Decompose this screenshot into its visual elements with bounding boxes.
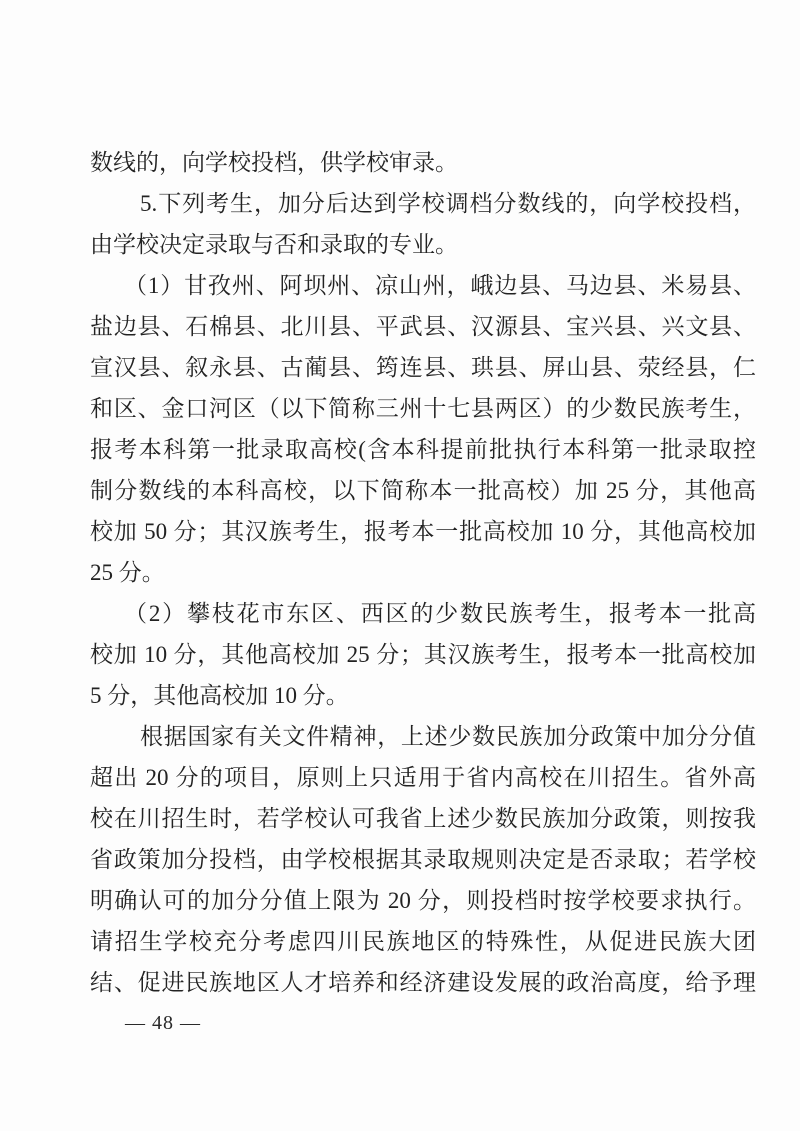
text-line: 报考本科第一批录取高校(含本科提前批执行本科第一批录取控 <box>90 437 756 462</box>
document-body <box>90 142 756 1003</box>
text-line: 校加 50 分；其汉族考生，报考本一批高校加 10 分，其他高校加 <box>90 519 756 544</box>
text-line: 超出 20 分的项目，原则上只适用于省内高校在川招生。省外高 <box>90 765 756 790</box>
text-line: 25 分。 <box>90 560 165 585</box>
text-line: 5.下列考生，加分后达到学校调档分数线的，向学校投档， <box>140 191 756 216</box>
text-line: 校在川招生时，若学校认可我省上述少数民族加分政策，则按我 <box>90 806 756 831</box>
text-line: 数线的，向学校投档，供学校审录。 <box>90 150 458 175</box>
text-line: 根据国家有关文件精神，上述少数民族加分政策中加分分值 <box>140 724 756 749</box>
text-line: 明确认可的加分分值上限为 20 分，则投档时按学校要求执行。 <box>90 888 756 913</box>
text-line: 和区、金口河区（以下简称三州十七县两区）的少数民族考生， <box>90 396 756 421</box>
text-line: 由学校决定录取与否和录取的专业。 <box>90 232 458 257</box>
text-line: 请招生学校充分考虑四川民族地区的特殊性，从促进民族大团 <box>90 929 756 954</box>
text-line: 制分数线的本科高校，以下简称本一批高校）加 25 分，其他高 <box>90 478 756 503</box>
page-number: — 48 — <box>125 1012 201 1034</box>
text-line: （1）甘孜州、阿坝州、凉山州，峨边县、马边县、米易县、 <box>124 273 756 298</box>
text-line: 校加 10 分，其他高校加 25 分；其汉族考生，报考本一批高校加 <box>90 642 756 667</box>
text-line: 5 分，其他高校加 10 分。 <box>90 683 349 708</box>
text-line: 宣汉县、叙永县、古蔺县、筠连县、珙县、屏山县、荥经县，仁 <box>90 355 756 380</box>
text-line: 结、促进民族地区人才培养和经济建设发展的政治高度，给予理 <box>90 970 756 995</box>
text-line: 盐边县、石棉县、北川县、平武县、汉源县、宝兴县、兴文县、 <box>90 314 756 339</box>
text-line: （2）攀枝花市东区、西区的少数民族考生，报考本一批高 <box>124 601 756 626</box>
text-line: 省政策加分投档，由学校根据其录取规则决定是否录取；若学校 <box>90 847 756 872</box>
